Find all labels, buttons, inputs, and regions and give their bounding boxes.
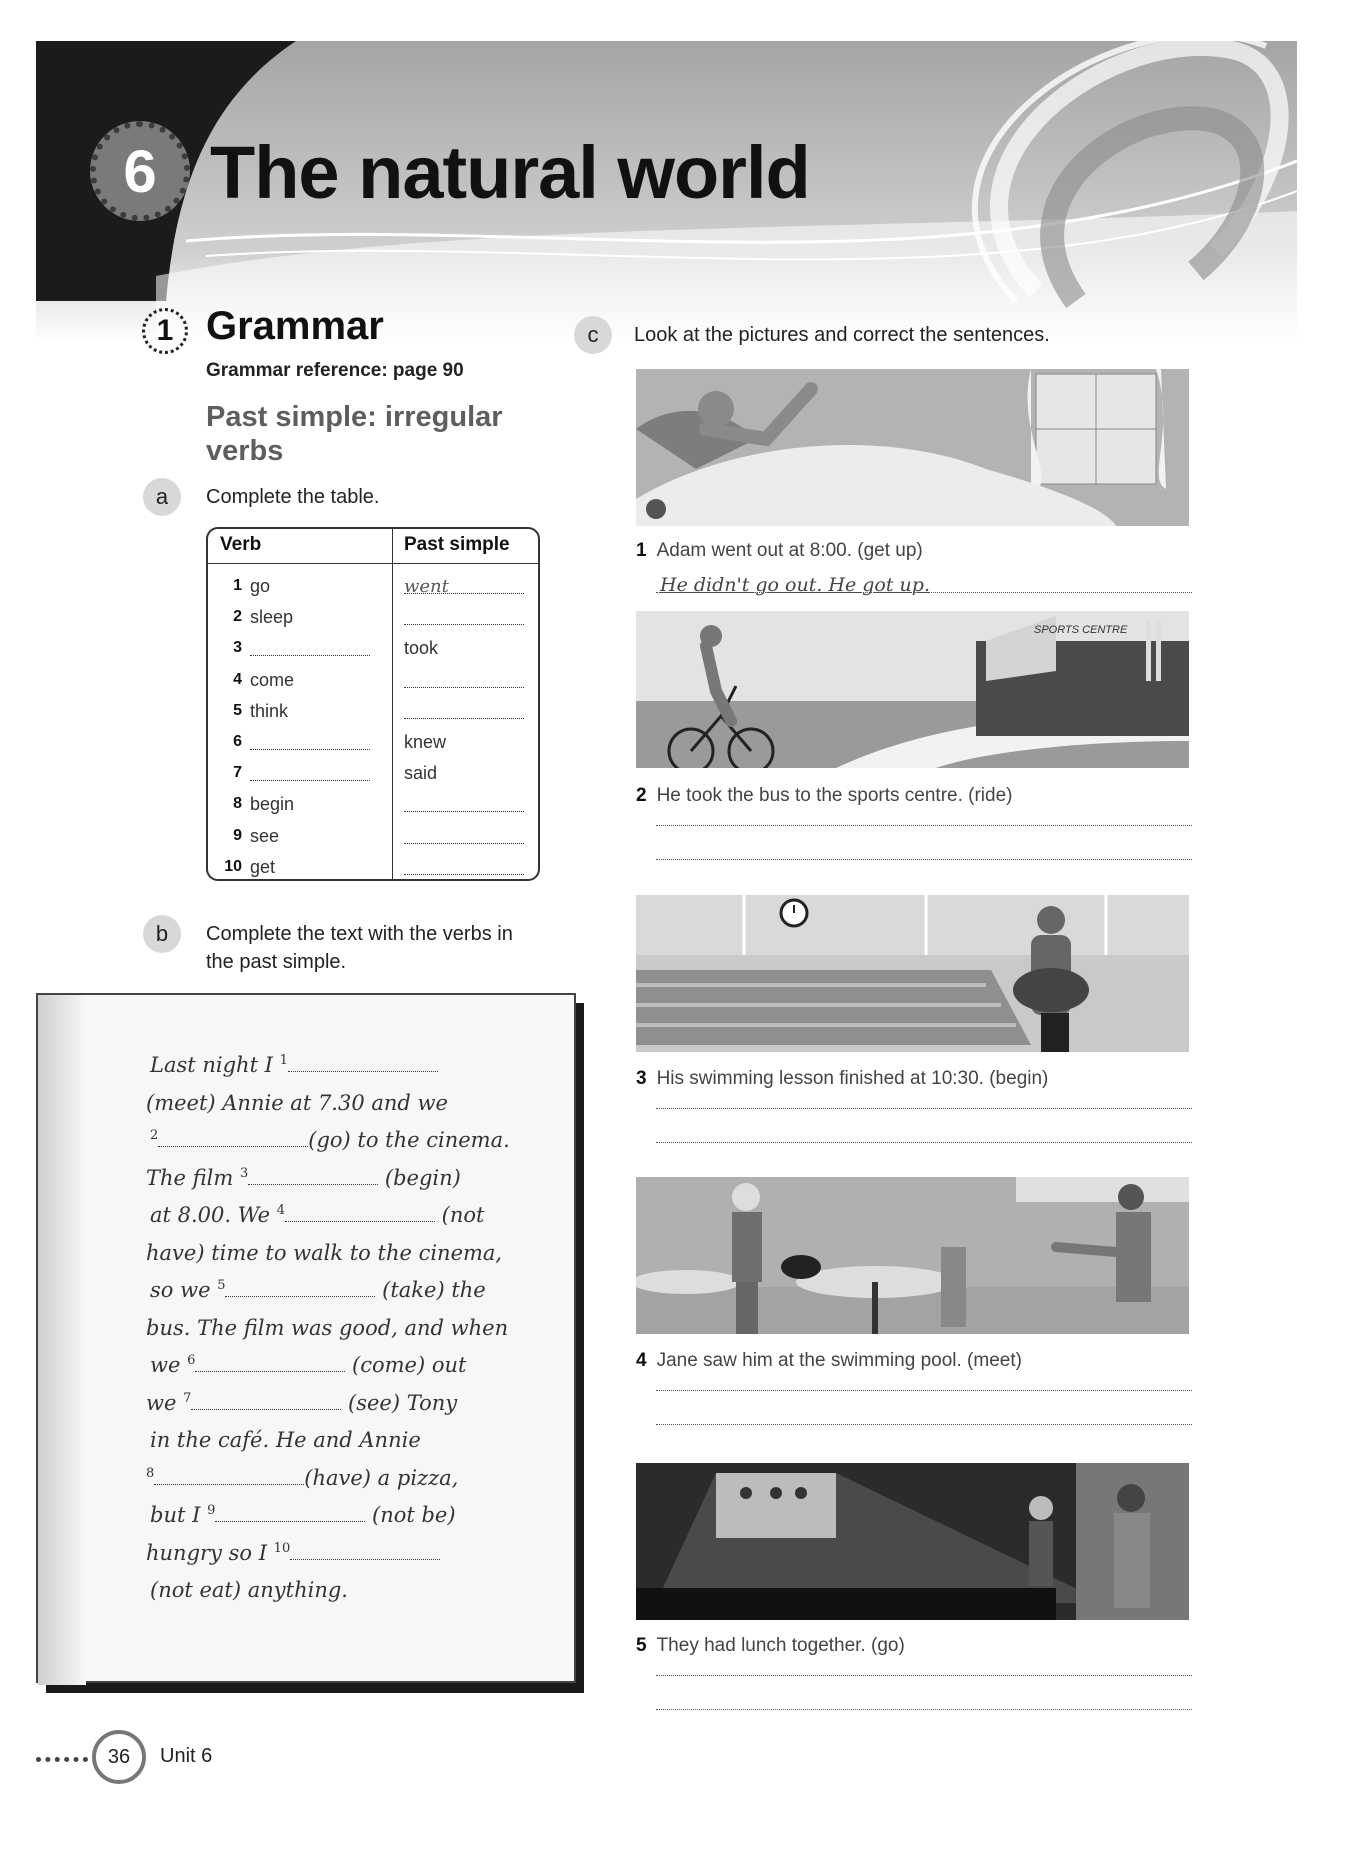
notebook-line bbox=[150, 1503, 570, 1537]
row-number: 1 bbox=[233, 577, 242, 594]
question-text: Jane saw him at the swimming pool. (meet) bbox=[656, 1350, 1022, 1371]
notebook-line bbox=[150, 1053, 570, 1087]
answer-line bbox=[656, 592, 1192, 593]
notebook-line bbox=[146, 1541, 566, 1575]
exercise-b-letter: b bbox=[143, 915, 181, 953]
past-simple-blank[interactable] bbox=[404, 593, 524, 594]
question-text: They had lunch together. (go) bbox=[656, 1635, 905, 1656]
verb-blank[interactable] bbox=[250, 749, 370, 750]
verb-cell: begin bbox=[250, 794, 295, 815]
row-number: 5 bbox=[233, 701, 242, 719]
grammar-reference: Grammar reference: page 90 bbox=[206, 360, 464, 381]
past-simple-blank[interactable] bbox=[404, 718, 524, 719]
notebook-line bbox=[146, 1391, 566, 1425]
sports-centre-sign: SPORTS CENTRE bbox=[1034, 624, 1128, 636]
answer-gap[interactable] bbox=[215, 1507, 365, 1522]
page-number-badge bbox=[92, 1730, 146, 1784]
answer-line[interactable] bbox=[656, 825, 1192, 826]
table-row bbox=[208, 667, 538, 698]
question-1 bbox=[636, 540, 923, 562]
gap-number: 2 bbox=[150, 1128, 159, 1143]
exercise-c-letter: c bbox=[574, 316, 612, 354]
text-before: Last night I bbox=[150, 1053, 280, 1077]
verb-cell: get bbox=[250, 856, 276, 877]
question-3 bbox=[636, 1068, 1048, 1090]
past-simple-blank[interactable] bbox=[404, 843, 524, 844]
gap-number: 4 bbox=[276, 1203, 285, 1218]
section-title: Grammar bbox=[206, 304, 384, 348]
notebook-line bbox=[150, 1578, 570, 1612]
answer-line[interactable] bbox=[656, 1142, 1192, 1143]
exercise-b-instruction: Complete the text with the verbs in the past simple. bbox=[206, 923, 513, 973]
verb-cell: sleep bbox=[250, 607, 294, 628]
footer-dots bbox=[36, 1757, 88, 1762]
answer-gap[interactable] bbox=[288, 1057, 438, 1072]
gap-number: 9 bbox=[207, 1503, 216, 1518]
table-row bbox=[208, 729, 538, 760]
question-text: Adam went out at 8:00. (get up) bbox=[656, 540, 923, 561]
question-text: His swimming lesson finished at 10:30. (begin) bbox=[656, 1068, 1049, 1089]
notebook-line bbox=[146, 1316, 566, 1350]
answer-gap[interactable] bbox=[225, 1282, 375, 1297]
column-header-verb: Verb bbox=[220, 534, 262, 555]
text-before: (meet) Annie at 7.30 and we bbox=[146, 1090, 448, 1115]
table-row bbox=[208, 760, 538, 791]
row-number: 3 bbox=[233, 639, 242, 657]
gap-number: 6 bbox=[187, 1353, 196, 1368]
page-number: 36 bbox=[107, 1745, 131, 1768]
unit-number: 6 bbox=[123, 137, 157, 205]
answer-gap[interactable] bbox=[248, 1170, 378, 1185]
footer-unit-label: Unit 6 bbox=[160, 1745, 213, 1767]
question-number: 2 bbox=[636, 785, 647, 806]
notebook-line bbox=[146, 1091, 566, 1125]
text-before: The film bbox=[146, 1165, 240, 1190]
verb-blank[interactable] bbox=[250, 655, 370, 656]
question-number: 4 bbox=[636, 1350, 647, 1371]
notebook-line bbox=[150, 1128, 570, 1162]
question-text: He took the bus to the sports centre. (ride) bbox=[656, 785, 1013, 806]
picture-3-swimming-pool bbox=[636, 895, 1189, 1052]
text-after: (not bbox=[435, 1203, 485, 1227]
verb-cell: go bbox=[250, 576, 271, 596]
gap-number: 1 bbox=[279, 1053, 288, 1068]
table-row bbox=[208, 854, 538, 885]
notebook-line bbox=[150, 1203, 570, 1237]
question-number: 1 bbox=[636, 540, 647, 561]
verb-table bbox=[206, 527, 540, 881]
text-before: at 8.00. We bbox=[150, 1203, 277, 1227]
notebook-line bbox=[150, 1278, 570, 1312]
text-after: (see) Tony bbox=[341, 1390, 458, 1415]
row-number: 10 bbox=[224, 857, 242, 875]
answer-line[interactable] bbox=[656, 1424, 1192, 1425]
table-row bbox=[208, 823, 538, 854]
verb-blank[interactable] bbox=[250, 780, 370, 781]
text-after: (have) a pizza, bbox=[304, 1465, 459, 1490]
question-number: 3 bbox=[636, 1068, 647, 1089]
verb-cell: come bbox=[250, 669, 295, 690]
picture-1-waking-up bbox=[636, 369, 1189, 526]
answer-line[interactable] bbox=[656, 1108, 1192, 1109]
past-simple-cell: went bbox=[404, 576, 449, 597]
row-number: 7 bbox=[233, 764, 242, 782]
answer-gap[interactable] bbox=[290, 1545, 440, 1560]
answer-line[interactable] bbox=[656, 1390, 1192, 1391]
exercise-c-instruction: Look at the pictures and correct the sentences. bbox=[634, 324, 1050, 346]
table-row bbox=[208, 791, 538, 822]
gap-number: 3 bbox=[239, 1165, 249, 1181]
gap-number: 8 bbox=[146, 1465, 155, 1481]
notebook-line bbox=[146, 1166, 566, 1200]
question-2 bbox=[636, 785, 1012, 807]
notebook-spine bbox=[38, 995, 86, 1685]
past-simple-cell: said bbox=[404, 763, 438, 784]
text-before: have) time to walk to the cinema, bbox=[146, 1240, 503, 1265]
page-title: The natural world bbox=[210, 131, 810, 214]
notebook-line bbox=[146, 1241, 566, 1275]
gap-number: 7 bbox=[183, 1390, 192, 1406]
text-before: in the café. He and Annie bbox=[150, 1428, 421, 1452]
answer-line[interactable] bbox=[656, 859, 1192, 860]
text-before: (not eat) anything. bbox=[150, 1578, 348, 1602]
verb-cell: think bbox=[250, 700, 289, 721]
text-after: (begin) bbox=[378, 1165, 461, 1190]
past-simple-cell: knew bbox=[404, 732, 447, 752]
text-before: but I bbox=[150, 1503, 208, 1527]
answer-gap[interactable] bbox=[158, 1132, 308, 1147]
gap-number: 10 bbox=[273, 1540, 291, 1556]
exercise-a-letter: a bbox=[143, 478, 181, 516]
answer-gap[interactable] bbox=[285, 1207, 435, 1222]
section-number-badge bbox=[142, 308, 188, 354]
table-row bbox=[208, 698, 538, 729]
past-simple-cell: took bbox=[404, 638, 439, 659]
column-header-past-simple: Past simple bbox=[404, 534, 510, 555]
row-number: 8 bbox=[233, 795, 242, 813]
table-row bbox=[208, 635, 538, 666]
text-after: (go) to the cinema. bbox=[308, 1128, 510, 1152]
answer-gap[interactable] bbox=[154, 1470, 304, 1485]
past-simple-blank[interactable] bbox=[404, 687, 524, 688]
example-answer: He didn't go out. He got up. bbox=[660, 574, 930, 596]
answer-gap[interactable] bbox=[191, 1395, 341, 1410]
past-simple-blank[interactable] bbox=[404, 624, 524, 625]
table-row bbox=[208, 573, 538, 604]
notebook-line bbox=[150, 1353, 570, 1387]
question-number: 5 bbox=[636, 1635, 647, 1656]
text-before: we bbox=[150, 1353, 188, 1377]
table-row bbox=[208, 604, 538, 635]
text-before: so we bbox=[150, 1278, 218, 1302]
unit-number-badge bbox=[90, 121, 190, 221]
text-after: (come) out bbox=[345, 1353, 467, 1377]
question-5 bbox=[636, 1635, 905, 1657]
row-number: 6 bbox=[233, 733, 242, 750]
section-number: 1 bbox=[156, 314, 174, 347]
past-simple-blank[interactable] bbox=[404, 811, 524, 812]
text-after: (take) the bbox=[375, 1278, 486, 1302]
verb-cell: see bbox=[250, 825, 280, 846]
picture-2-cycling bbox=[636, 611, 1189, 768]
notebook-line bbox=[146, 1466, 566, 1500]
answer-line[interactable] bbox=[656, 1675, 1192, 1676]
answer-line[interactable] bbox=[656, 1709, 1192, 1710]
text-before: hungry so I bbox=[146, 1540, 274, 1565]
notebook-text bbox=[36, 993, 584, 1693]
text-before: bus. The film was good, and when bbox=[146, 1315, 509, 1340]
question-4 bbox=[636, 1350, 1022, 1372]
picture-4-cafe bbox=[636, 1177, 1189, 1334]
picture-5-cinema bbox=[636, 1463, 1189, 1620]
text-before: we bbox=[146, 1390, 184, 1415]
row-number: 9 bbox=[233, 826, 242, 844]
exercise-a-instruction: Complete the table. bbox=[206, 486, 380, 508]
gap-number: 5 bbox=[217, 1278, 226, 1293]
grammar-subheading: Past simple: irregular verbs bbox=[206, 401, 503, 467]
notebook-page bbox=[36, 993, 576, 1683]
notebook-line bbox=[150, 1428, 570, 1462]
row-number: 2 bbox=[233, 608, 242, 626]
row-number: 4 bbox=[233, 670, 242, 688]
answer-gap[interactable] bbox=[195, 1357, 345, 1372]
past-simple-blank[interactable] bbox=[404, 874, 524, 875]
text-after: (not be) bbox=[365, 1503, 456, 1527]
